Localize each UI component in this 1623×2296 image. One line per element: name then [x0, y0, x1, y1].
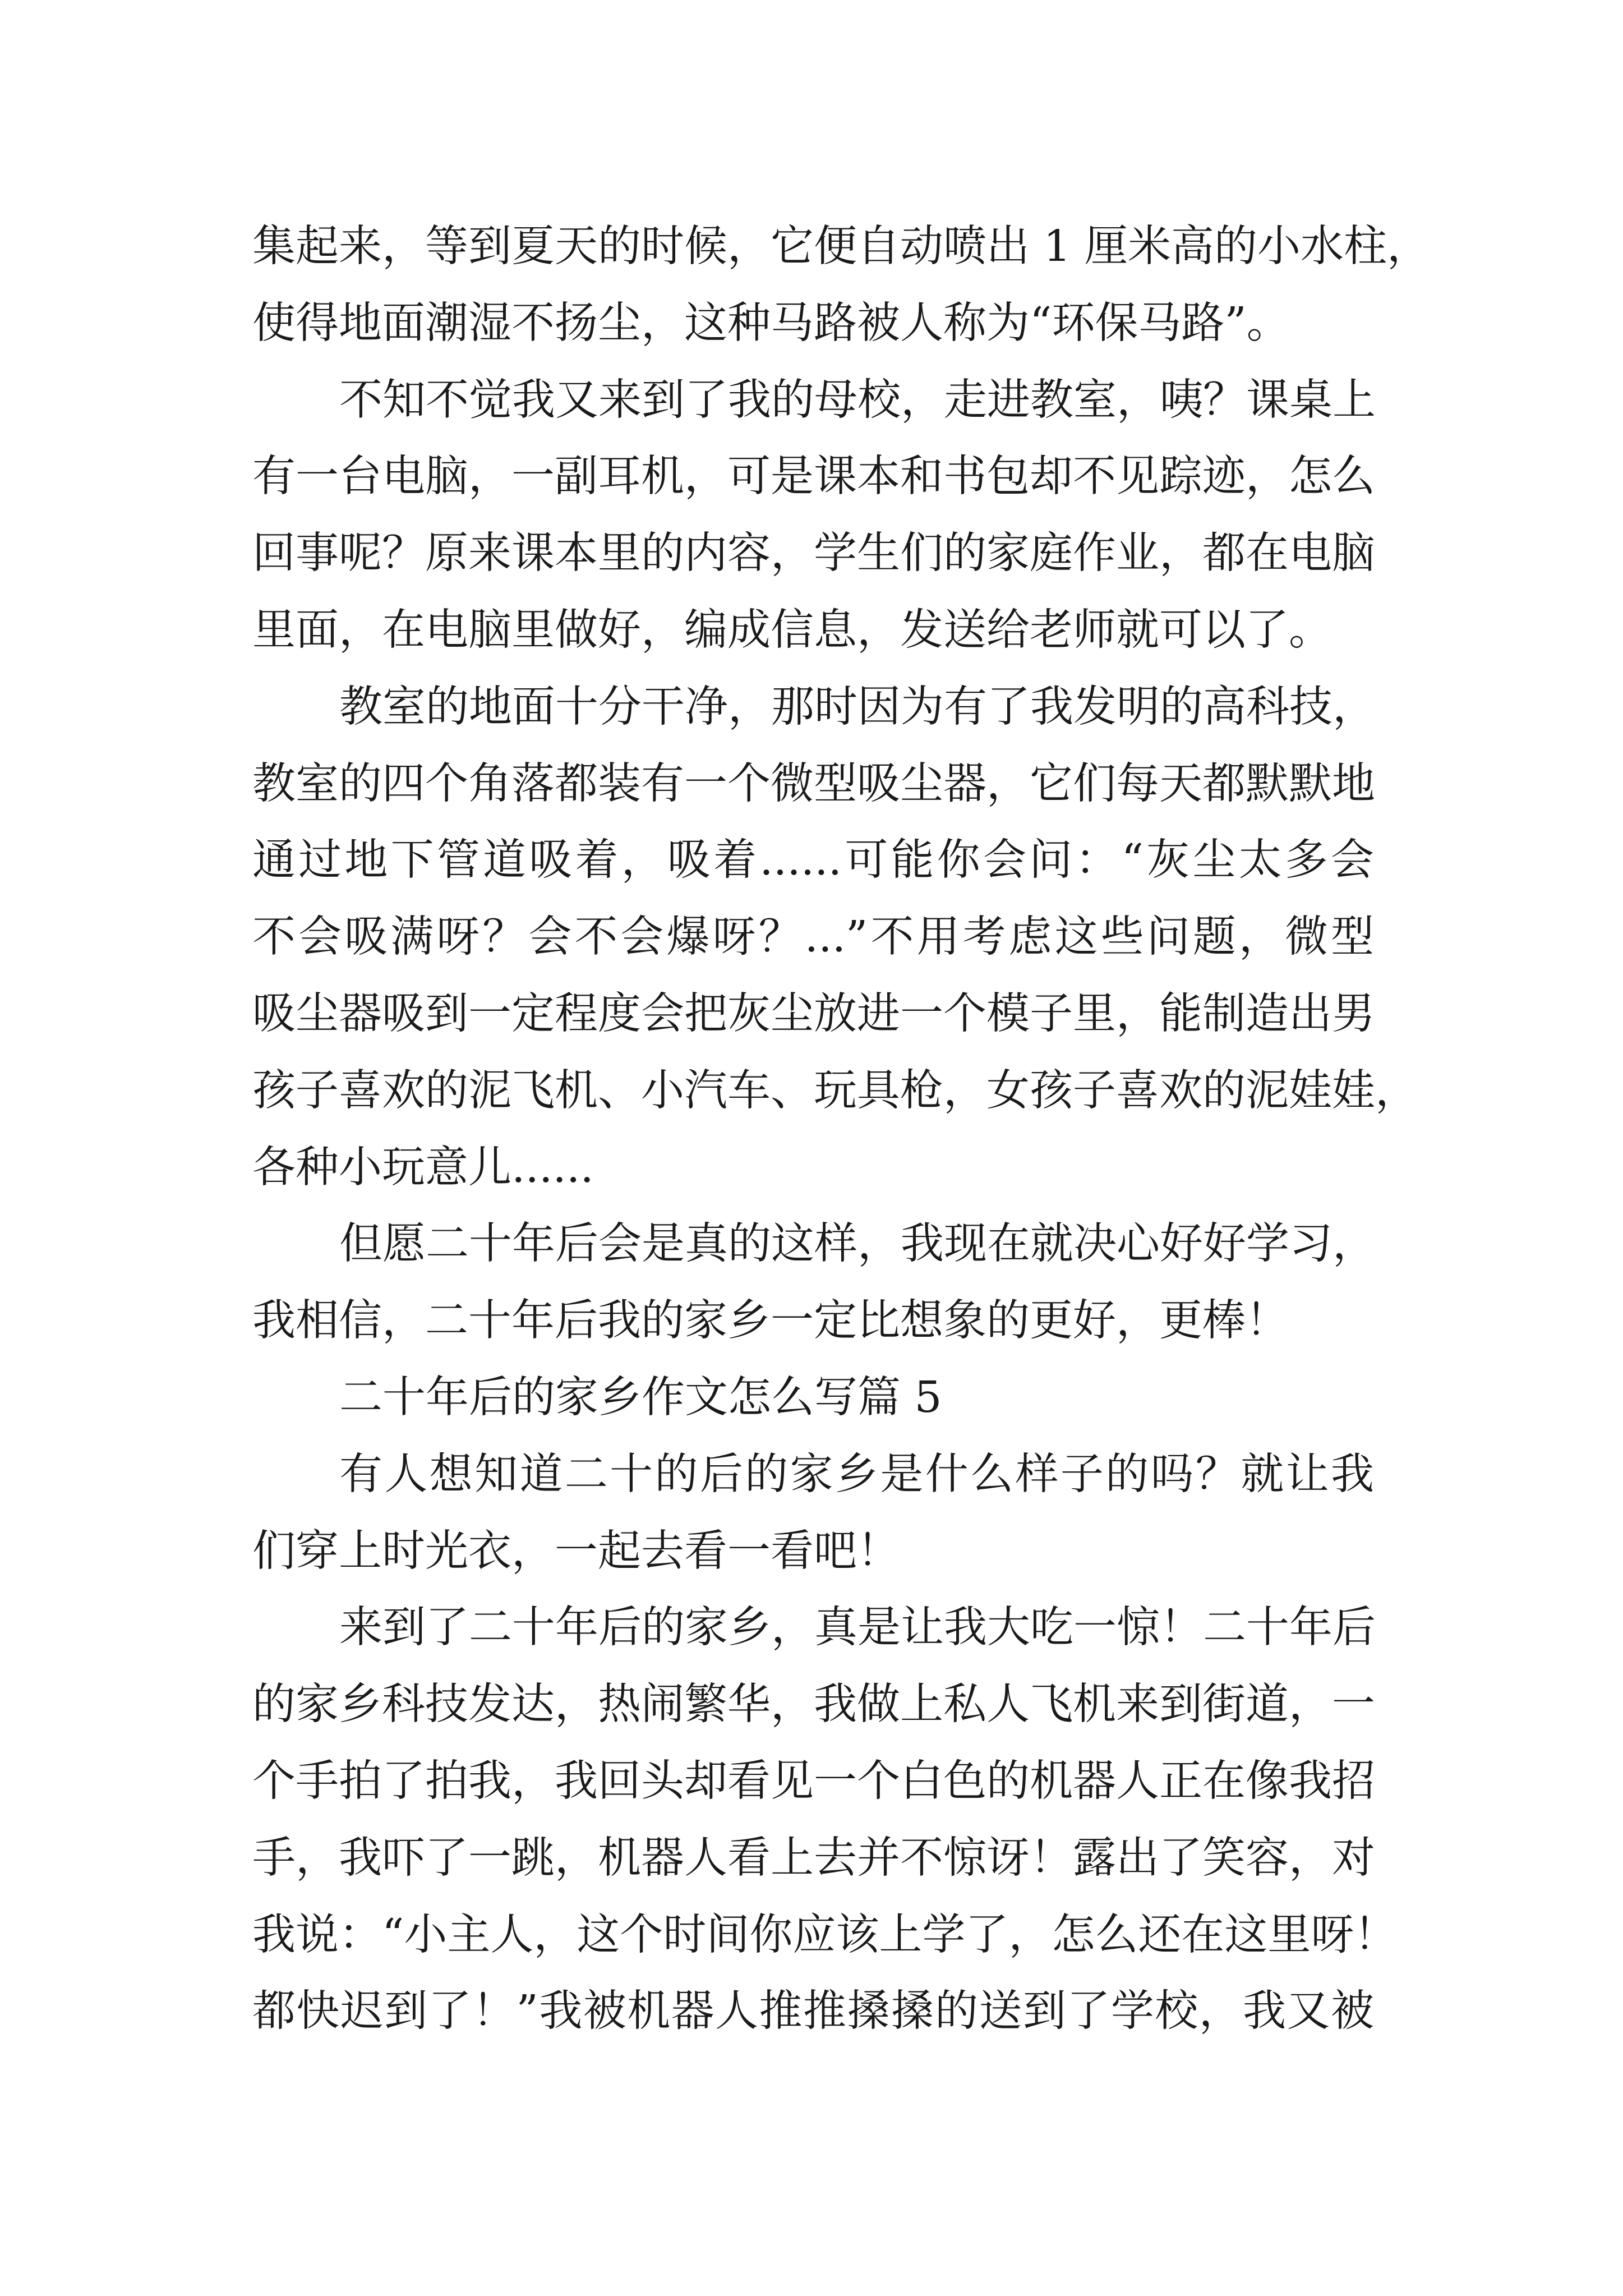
text-line: 我说：“小主人，这个时间你应该上学了，怎么还在这里呀！ — [252, 1910, 1398, 1960]
text-line: 都快迟到了！”我被机器人推推搡搡的送到了学校，我又被 — [252, 1986, 1374, 2037]
text-line: 各种小玩意儿...... — [252, 1142, 594, 1193]
text-line: 吸尘器吸到一定程度会把灰尘放进一个模子里，能制造出男 — [252, 988, 1375, 1039]
essay-body — [252, 209, 1430, 2050]
paragraph-first-line: 不知不觉我又来到了我的母校，走进教室，咦？课桌上 — [339, 375, 1376, 425]
paragraph-first-line: 但愿二十年后会是真的这样，我现在就决心好好学习， — [339, 1219, 1376, 1269]
text-line: 回事呢？原来课本里的内容，学生们的家庭作业，都在电脑 — [252, 528, 1375, 579]
text-line: 集起来，等到夏天的时候，它便自动喷出 1 厘米高的小水柱， — [252, 222, 1430, 272]
paragraph-first-line: 有人想知道二十的后的家乡是什么样子的吗？就让我 — [339, 1449, 1374, 1499]
text-line: 教室的四个角落都装有一个微型吸尘器，它们每天都默默地 — [252, 758, 1375, 809]
text-line: 的家乡科技发达，热闹繁华，我做上私人飞机来到街道，一 — [252, 1680, 1375, 1730]
text-line: 我相信，二十年后我的家乡一定比想象的更好，更棒！ — [252, 1296, 1289, 1346]
text-line: 不会吸满呀？会不会爆呀？...”不用考虑这些问题，微型 — [252, 912, 1374, 963]
text-line: 们穿上时光衣，一起去看一看吧！ — [252, 1526, 900, 1576]
text-line: 通过地下管道吸着，吸着......可能你会问：“灰尘太多会 — [252, 835, 1374, 886]
text-line: 个手拍了拍我，我回头却看见一个白色的机器人正在像我招 — [252, 1756, 1375, 1806]
text-line: 孩子喜欢的泥飞机、小汽车、玩具枪，女孩子喜欢的泥娃娃， — [252, 1065, 1418, 1116]
paragraph-first-line: 来到了二十年后的家乡，真是让我大吃一惊！二十年后 — [339, 1603, 1376, 1653]
text-line: 有一台电脑，一副耳机，可是课本和书包却不见踪迹，怎么 — [252, 452, 1375, 502]
paragraph-first-line: 教室的地面十分干净，那时因为有了我发明的高科技， — [339, 682, 1376, 732]
text-line: 使得地面潮湿不扬尘，这种马路被人称为“环保马路”。 — [252, 298, 1290, 348]
text-line: 手，我吓了一跳，机器人看上去并不惊讶！露出了笑容，对 — [252, 1833, 1375, 1883]
section-heading: 二十年后的家乡作文怎么写篇 5 — [339, 1372, 942, 1423]
text-line: 里面，在电脑里做好，编成信息，发送给老师就可以了。 — [252, 605, 1332, 655]
